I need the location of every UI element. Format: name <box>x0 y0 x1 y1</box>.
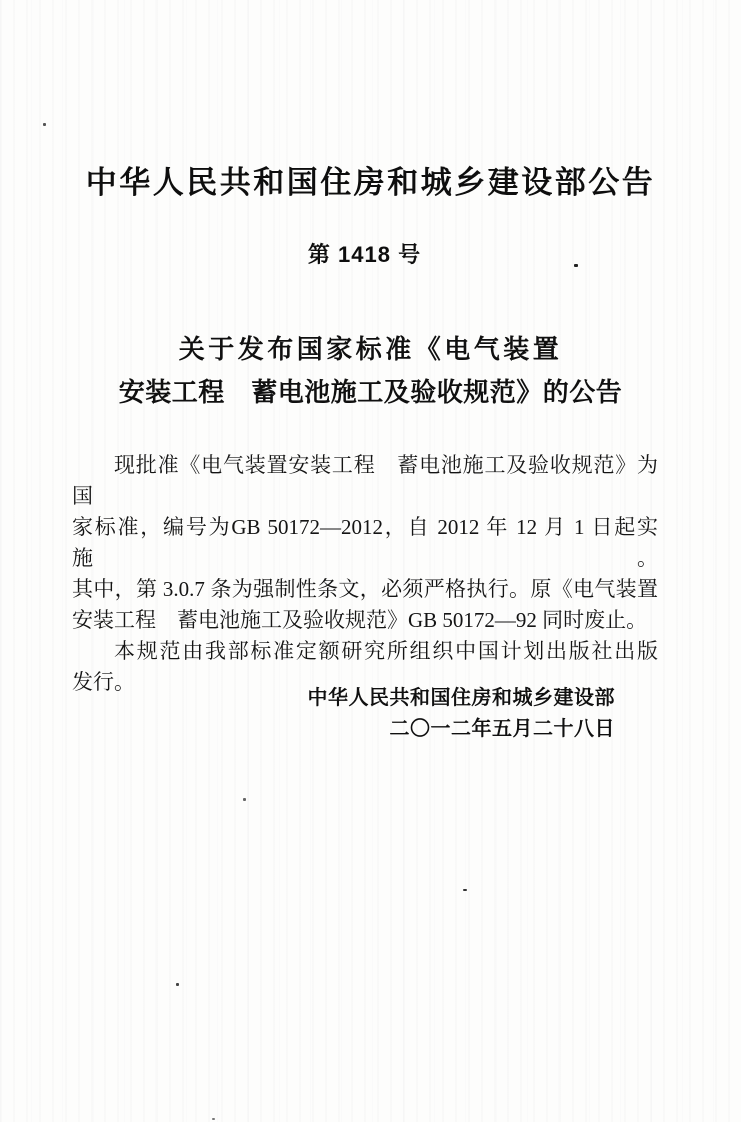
body-paragraph-1-line-3: 其中，第 3.0.7 条为强制性条文，必须严格执行。原《电气装置 <box>72 577 658 601</box>
subject-title-line-2: 安装工程 蓄电池施工及验收规范》的公告 <box>118 377 623 407</box>
body-paragraph-1-line-4: 安装工程 蓄电池施工及验收规范》GB 50172—92 同时废止。 <box>72 608 648 632</box>
announcement-number: 第 1418 号 <box>307 242 422 267</box>
subject-title-line-1: 关于发布国家标准《电气装置 <box>178 334 563 364</box>
scan-speck <box>212 1118 215 1120</box>
body-paragraph-2-line-2: 发行。 <box>72 670 135 694</box>
signature-organization: 中华人民共和国住房和城乡建设部 <box>307 687 615 709</box>
signature-date: 二〇一二年五月二十八日 <box>389 718 615 740</box>
announcement-body <box>72 450 658 698</box>
body-paragraph-1-line-2: 家标准，编号为GB 50172—2012，自 2012 年 12 月 1 日起实施。 <box>72 515 658 570</box>
signature-block <box>308 683 616 745</box>
scan-speck <box>463 889 467 891</box>
announcement-main-title: 中华人民共和国住房和城乡建设部公告 <box>85 165 656 200</box>
scan-speck <box>43 123 46 126</box>
body-paragraph-2-line-1: 本规范由我部标准定额研究所组织中国计划出版社出版 <box>114 639 658 663</box>
scan-speck <box>243 798 246 801</box>
scan-speck <box>574 264 578 267</box>
scan-speck <box>176 983 179 986</box>
announcement-subject-title <box>0 328 741 414</box>
body-paragraph-1-line-1: 现批准《电气装置安装工程 蓄电池施工及验收规范》为国 <box>72 453 658 508</box>
